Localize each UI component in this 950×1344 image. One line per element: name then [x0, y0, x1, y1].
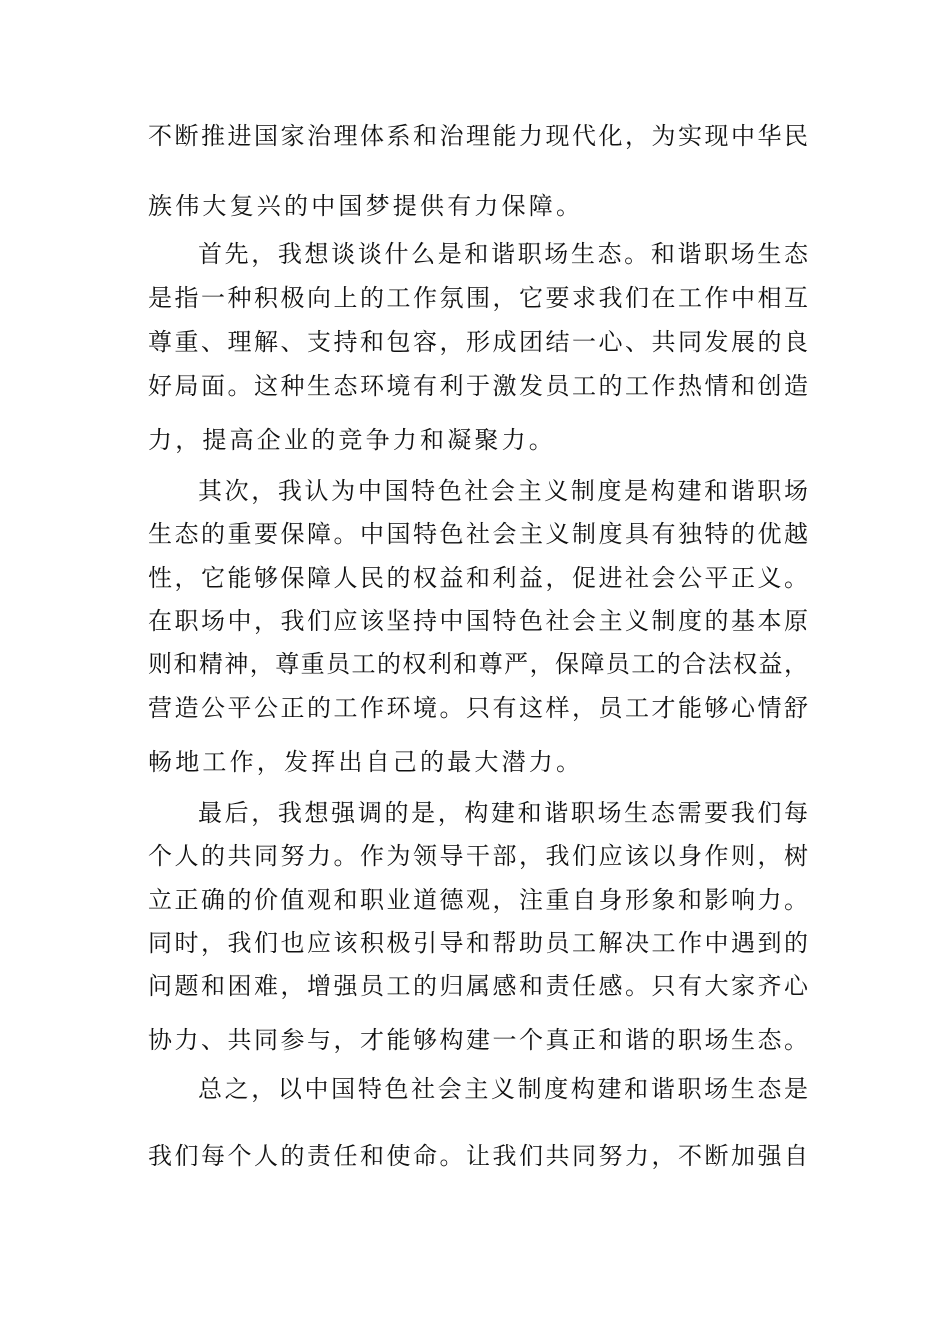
text-line-4: 是指一种积极向上的工作氛围，它要求我们在工作中相互 — [148, 284, 808, 312]
text-line-13: 营造公平公正的工作环境。只有这样，员工才能够心情舒 — [148, 694, 808, 722]
text-line-11: 在职场中，我们应该坚持中国特色社会主义制度的基本原 — [148, 607, 808, 635]
text-line-9: 生态的重要保障。中国特色社会主义制度具有独特的优越 — [148, 520, 808, 548]
text-line-8: 其次，我认为中国特色社会主义制度是构建和谐职场 — [198, 477, 808, 505]
text-line-5: 尊重、理解、支持和包容，形成团结一心、共同发展的良 — [148, 328, 808, 356]
text-line-10: 性，它能够保障人民的权益和利益，促进社会公平正义。 — [148, 564, 808, 592]
text-line-18: 同时，我们也应该积极引导和帮助员工解决工作中遇到的 — [148, 929, 808, 957]
text-line-2: 族伟大复兴的中国梦提供有力保障。 — [148, 192, 584, 220]
text-line-16: 个人的共同努力。作为领导干部，我们应该以身作则，树 — [148, 842, 808, 870]
text-line-21: 总之，以中国特色社会主义制度构建和谐职场生态是 — [198, 1075, 808, 1103]
text-line-7: 力，提高企业的竞争力和凝聚力。 — [148, 426, 556, 454]
text-line-1: 不断推进国家治理体系和治理能力现代化，为实现中华民 — [148, 122, 808, 150]
text-line-22: 我们每个人的责任和使命。让我们共同努力，不断加强自 — [148, 1142, 808, 1170]
text-line-20: 协力、共同参与，才能够构建一个真正和谐的职场生态。 — [148, 1026, 808, 1054]
text-line-14: 畅地工作，发挥出自己的最大潜力。 — [148, 748, 584, 776]
text-line-6: 好局面。这种生态环境有利于激发员工的工作热情和创造 — [148, 372, 808, 400]
text-line-19: 问题和困难，增强员工的归属感和责任感。只有大家齐心 — [148, 972, 808, 1000]
text-line-3: 首先，我想谈谈什么是和谐职场生态。和谐职场生态 — [198, 240, 808, 268]
text-line-15: 最后，我想强调的是，构建和谐职场生态需要我们每 — [198, 799, 808, 827]
text-line-17: 立正确的价值观和职业道德观，注重自身形象和影响力。 — [148, 886, 808, 914]
text-line-12: 则和精神，尊重员工的权利和尊严，保障员工的合法权益， — [148, 650, 808, 678]
